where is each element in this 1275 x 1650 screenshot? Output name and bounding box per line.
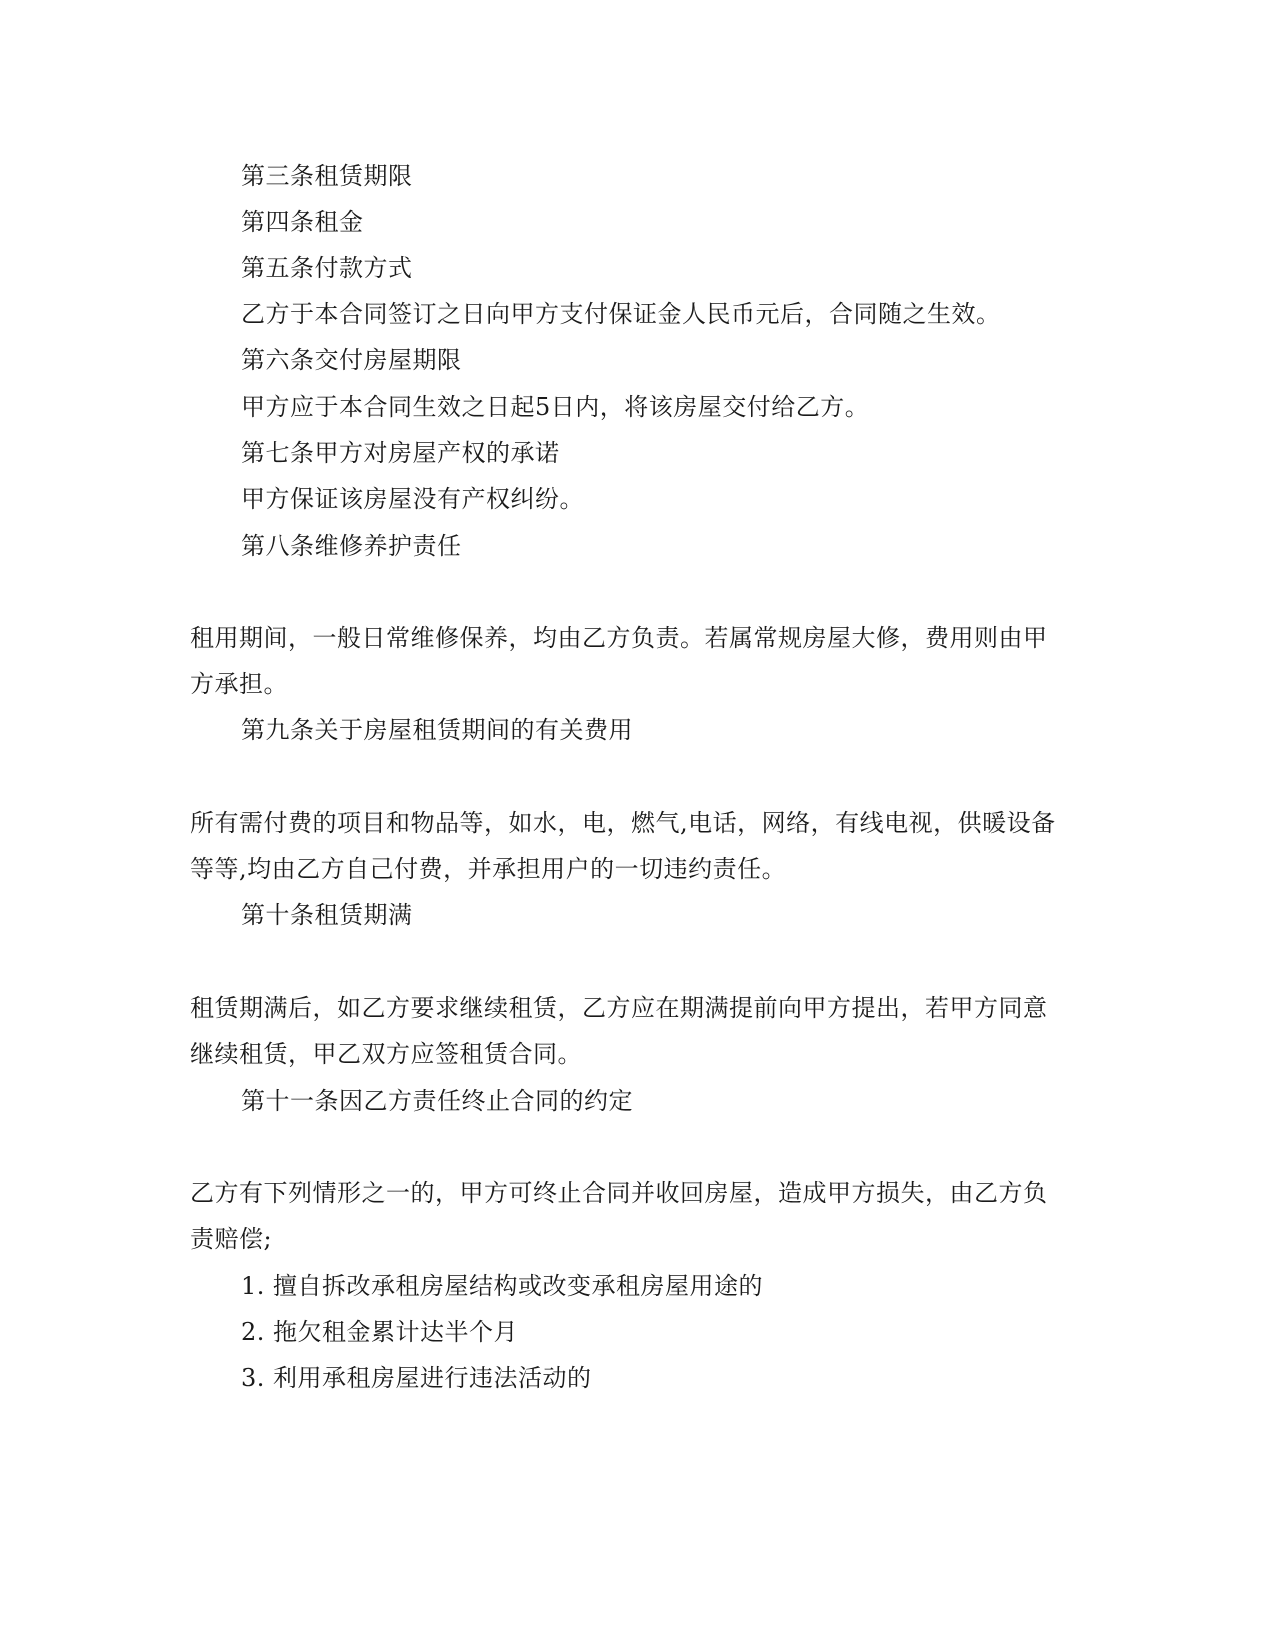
article-10-text-line-1: 租赁期满后，如乙方要求继续租赁，乙方应在期满提前向甲方提出，若甲方同意 (190, 994, 1048, 1022)
article-8-text-line-2: 方承担。 (190, 670, 288, 698)
article-5-heading: 第五条付款方式 (241, 254, 413, 282)
article-9-heading: 第九条关于房屋租赁期间的有关费用 (241, 716, 633, 744)
article-9-text-line-1: 所有需付费的项目和物品等，如水，电，燃气,电话，网络，有线电视，供暖设备 (190, 809, 1056, 837)
article-3-heading: 第三条租赁期限 (241, 162, 413, 190)
article-9-text-line-2: 等等,均由乙方自己付费，并承担用户的一切违约责任。 (190, 855, 787, 883)
article-11-heading: 第十一条因乙方责任终止合同的约定 (241, 1087, 633, 1115)
article-10-heading: 第十条租赁期满 (241, 901, 413, 929)
article-11-text-line-2: 责赔偿; (190, 1225, 273, 1253)
article-8-heading: 第八条维修养护责任 (241, 532, 462, 560)
article-4-heading: 第四条租金 (241, 208, 364, 236)
article-11-text-line-1: 乙方有下列情形之一的，甲方可终止合同并收回房屋，造成甲方损失，由乙方负 (190, 1179, 1048, 1207)
list-item-2: 2. 拖欠租金累计达半个月 (241, 1318, 519, 1346)
list-item-1: 1. 擅自拆改承租房屋结构或改变承租房屋用途的 (241, 1272, 764, 1300)
article-8-text-line-1: 租用期间，一般日常维修保养，均由乙方负责。若属常规房屋大修，费用则由甲 (190, 624, 1048, 652)
article-6-heading: 第六条交付房屋期限 (241, 346, 462, 374)
list-item-3: 3. 利用承租房屋进行违法活动的 (241, 1364, 592, 1392)
article-10-text-line-2: 继续租赁，甲乙双方应签租赁合同。 (190, 1040, 582, 1068)
article-6-text: 甲方应于本合同生效之日起5日内，将该房屋交付给乙方。 (241, 393, 870, 421)
article-5-text: 乙方于本合同签订之日向甲方支付保证金人民币元后，合同随之生效。 (241, 300, 1001, 328)
article-7-text: 甲方保证该房屋没有产权纠纷。 (241, 485, 584, 513)
article-7-heading: 第七条甲方对房屋产权的承诺 (241, 439, 560, 467)
